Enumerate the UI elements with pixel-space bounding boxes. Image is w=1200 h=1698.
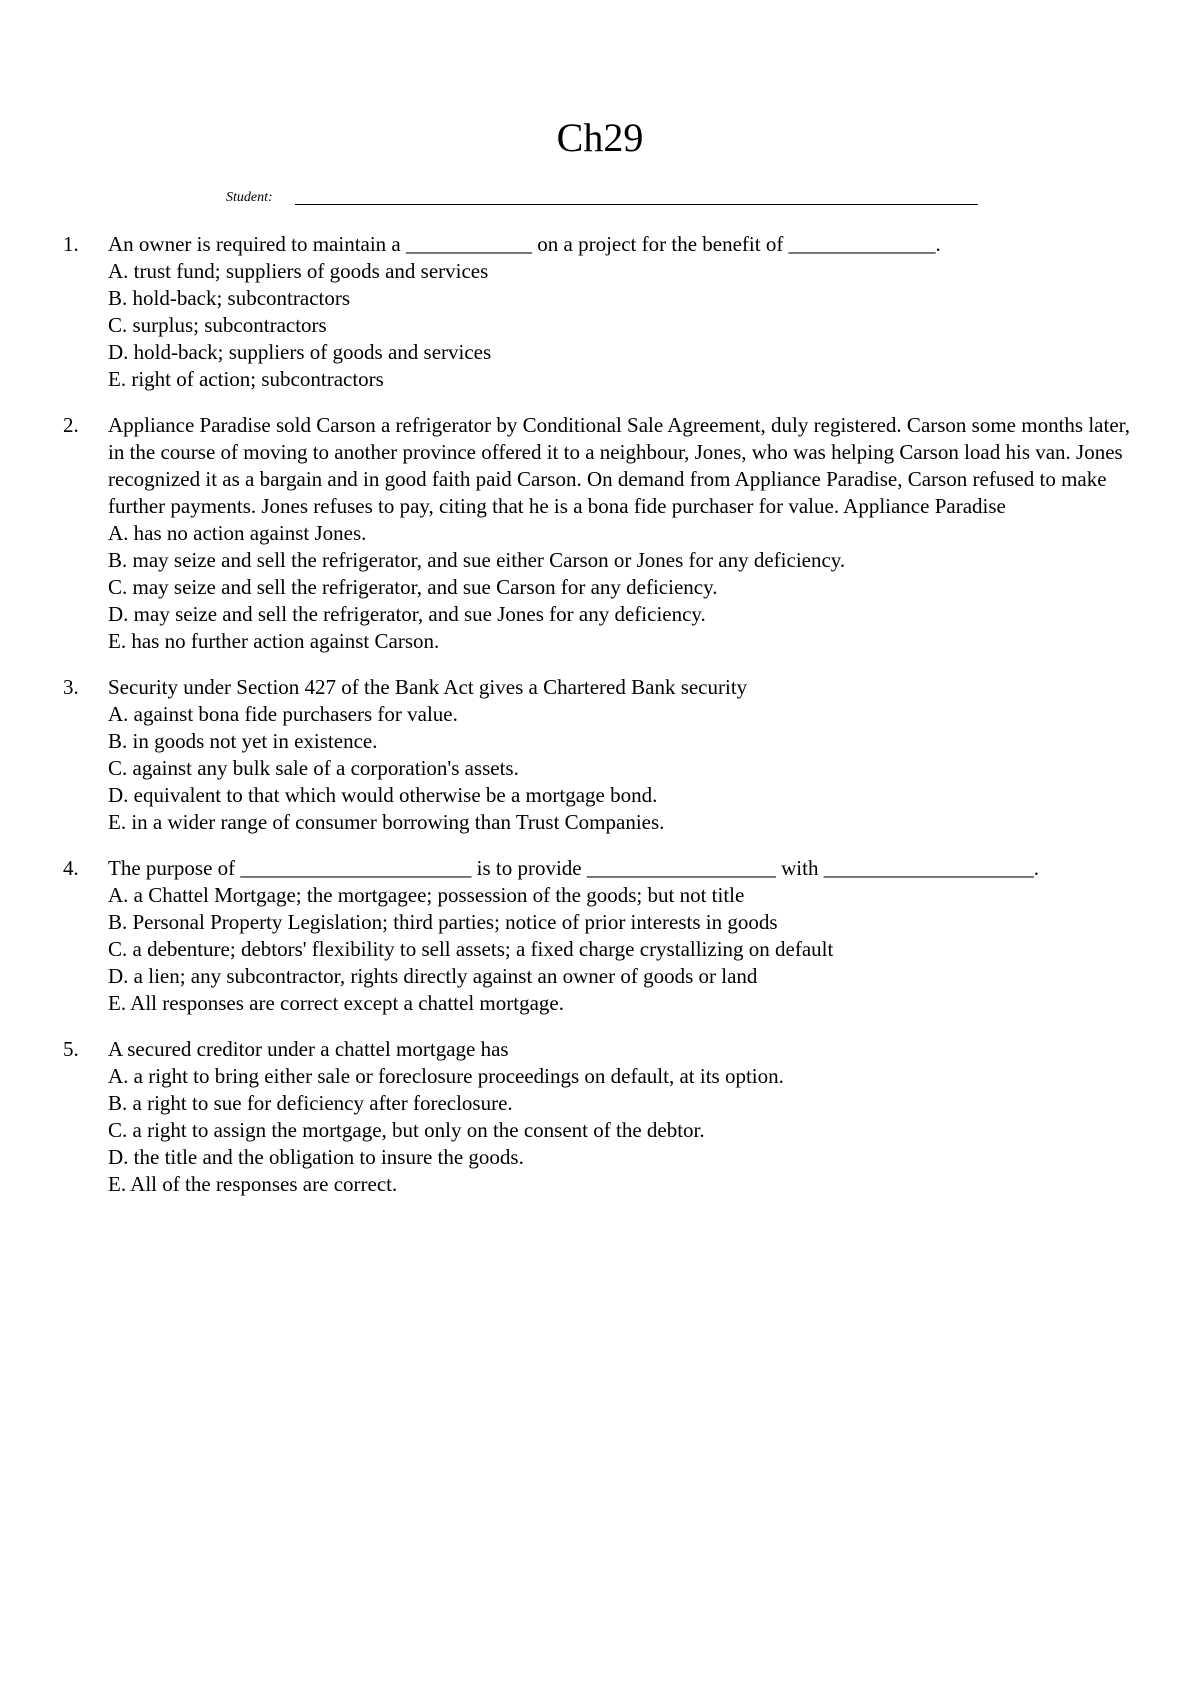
option-d: D. the title and the obligation to insure the goods.	[108, 1145, 524, 1169]
question-2	[0, 412, 1200, 655]
question-number: 5.	[63, 1037, 79, 1061]
option-a: A. a Chattel Mortgage; the mortgagee; possession of the goods; but not title	[108, 883, 745, 907]
option-d: D. equivalent to that which would otherwise be a mortgage bond.	[108, 783, 658, 807]
question-number: 4.	[63, 856, 79, 880]
question-text: The purpose of ______________________ is to provide __________________ with ____________________.	[108, 856, 1039, 880]
question-4	[0, 855, 1200, 1017]
option-a: A. against bona fide purchasers for value.	[108, 702, 458, 726]
student-name-line	[295, 204, 978, 205]
question-text: Security under Section 427 of the Bank Act gives a Chartered Bank security	[108, 675, 748, 699]
option-d: D. hold-back; suppliers of goods and services	[108, 340, 492, 364]
option-a: A. trust fund; suppliers of goods and services	[108, 259, 489, 283]
question-text: An owner is required to maintain a ____________ on a project for the benefit of ______________.	[108, 232, 941, 256]
question-1	[0, 231, 1200, 393]
option-c: C. a debenture; debtors' flexibility to sell assets; a fixed charge crystallizing on default	[108, 937, 834, 961]
question-number: 1.	[63, 232, 79, 256]
question-number: 2.	[63, 413, 79, 437]
option-b: B. hold-back; subcontractors	[108, 286, 351, 310]
option-e: E. has no further action against Carson.	[108, 629, 440, 653]
question-number: 3.	[63, 675, 79, 699]
question-text: A secured creditor under a chattel mortgage has	[108, 1037, 509, 1061]
question-list	[0, 231, 1200, 1217]
option-d: D. a lien; any subcontractor, rights directly against an owner of goods or land	[108, 964, 758, 988]
option-c: C. may seize and sell the refrigerator, and sue Carson for any deficiency.	[108, 575, 718, 599]
question-text: Appliance Paradise sold Carson a refrigerator by Conditional Sale Agreement, duly registered. Carson some months later, in the course of moving to another province offered it to a neighbour, Jones, who was helping Carson load his van. Jones recognized it as a bargain and in good faith paid Carson. On demand from Appliance Paradise, Carson refused to make further payments. Jones refuses to pay, citing that he is a bona fide purchaser for value. Appliance Paradise	[108, 413, 1131, 518]
option-e: E. All responses are correct except a chattel mortgage.	[108, 991, 564, 1015]
option-e: E. in a wider range of consumer borrowing than Trust Companies.	[108, 810, 665, 834]
page-title: Ch29	[556, 115, 644, 160]
option-b: B. Personal Property Legislation; third parties; notice of prior interests in goods	[108, 910, 778, 934]
option-c: C. surplus; subcontractors	[108, 313, 327, 337]
option-d: D. may seize and sell the refrigerator, and sue Jones for any deficiency.	[108, 602, 706, 626]
option-c: C. a right to assign the mortgage, but only on the consent of the debtor.	[108, 1118, 705, 1142]
student-label: Student:	[226, 190, 273, 205]
question-5	[0, 1036, 1200, 1198]
option-a: A. a right to bring either sale or foreclosure proceedings on default, at its option.	[108, 1064, 784, 1088]
option-e: E. right of action; subcontractors	[108, 367, 384, 391]
question-3	[0, 674, 1200, 836]
option-b: B. may seize and sell the refrigerator, and sue either Carson or Jones for any deficiency.	[108, 548, 846, 572]
option-a: A. has no action against Jones.	[108, 521, 367, 545]
option-c: C. against any bulk sale of a corporation's assets.	[108, 756, 519, 780]
option-b: B. a right to sue for deficiency after foreclosure.	[108, 1091, 513, 1115]
option-e: E. All of the responses are correct.	[108, 1172, 398, 1196]
option-b: B. in goods not yet in existence.	[108, 729, 378, 753]
